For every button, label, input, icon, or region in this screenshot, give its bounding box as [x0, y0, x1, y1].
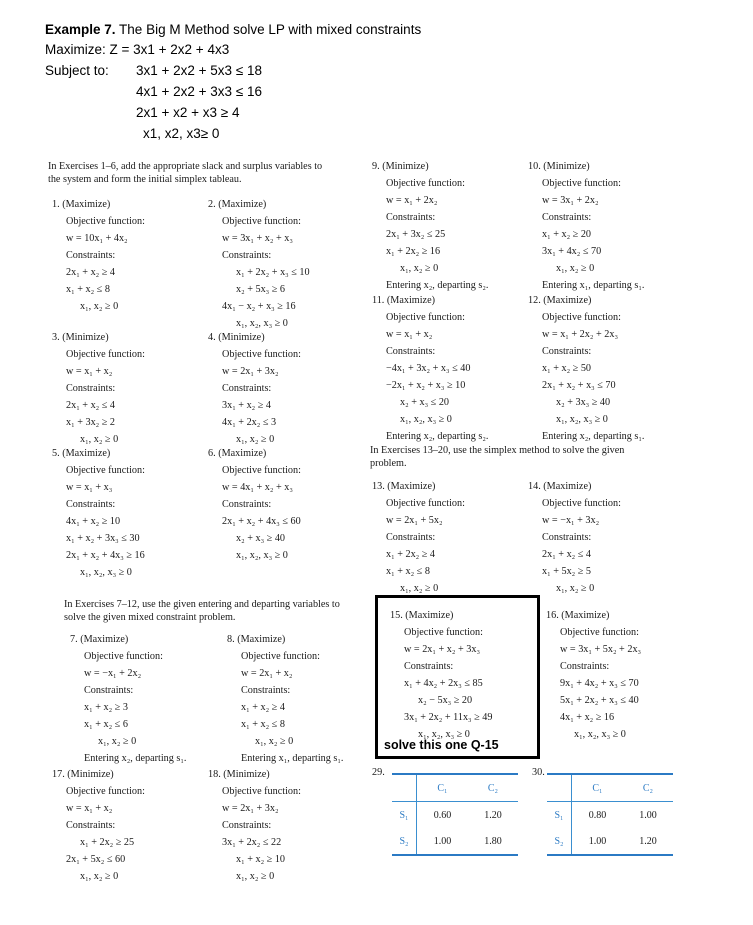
- constraint: x₂ + 5x₃ ≥ 6: [236, 284, 286, 295]
- constraints-label: Constraints:: [66, 820, 116, 831]
- exercise-29-table: [392, 773, 518, 856]
- constraints-label: Constraints:: [66, 499, 116, 510]
- objective-function: w = 2x₁ + 3x₂: [222, 366, 279, 377]
- exercise-10: [528, 158, 644, 294]
- exercise-heading: 6. (Maximize): [208, 448, 267, 459]
- exercise-7: [70, 631, 186, 767]
- objective-function: w = 4x₁ + x₂ + x₃: [222, 482, 293, 493]
- constraints-label: Constraints:: [542, 212, 592, 223]
- exercise-30-number: 30.: [532, 767, 545, 778]
- column-header: C₂: [468, 775, 518, 802]
- objective-function: w = 2x₁ + 3x₂: [222, 803, 279, 814]
- constraints-label: Constraints:: [66, 250, 116, 261]
- exercise-18: [208, 766, 301, 885]
- entering-departing: Entering x₂, departing s₁.: [542, 431, 645, 442]
- constraint: x₁ + 2x₂ ≥ 4: [386, 549, 436, 560]
- exercise-heading: 7. (Maximize): [70, 634, 129, 645]
- constraint: x₁, x₂, x₃ ≥ 0: [236, 550, 288, 561]
- entering-departing: Entering x₂, departing s₂.: [386, 280, 489, 291]
- constraint: x₁, x₂ ≥ 0: [98, 736, 137, 747]
- exercise-16: [546, 607, 641, 743]
- exercise-heading: 15. (Maximize): [390, 610, 454, 621]
- objective-function: w = x₁ + x₂: [66, 366, 113, 377]
- objective-function: w = 3x₁ + x₂ + x₃: [222, 233, 293, 244]
- exercise-heading: 12. (Maximize): [528, 295, 592, 306]
- constraints-label: Constraints:: [66, 383, 116, 394]
- exercise-11: [372, 292, 488, 445]
- entering-departing: Entering x₁, departing s₁.: [241, 753, 344, 764]
- constraint: x₁, x₂ ≥ 0: [80, 871, 119, 882]
- exercise-30-table: [547, 773, 673, 856]
- constraint: 5x₁ + 2x₂ + x₃ ≤ 40: [560, 695, 639, 706]
- example-subject-to: Subject to:: [45, 63, 109, 78]
- objective-function: w = 2x₁ + x₂: [241, 668, 293, 679]
- highlight-note: solve this one Q-15: [384, 738, 499, 752]
- intro-line: In Exercises 1–6, add the appropriate slack and surplus variables to: [48, 161, 323, 172]
- objective-function: w = 10x₁ + 4x₂: [66, 233, 128, 244]
- intro-line: the system and form the initial simplex tableau.: [48, 174, 242, 185]
- example-title: [45, 20, 421, 39]
- table-cell: 1.00: [417, 828, 468, 854]
- example-nonneg: x1, x2, x3≥ 0: [143, 126, 220, 141]
- exercise-heading: 10. (Minimize): [528, 161, 590, 172]
- constraint: x₁, x₂, x₃ ≥ 0: [574, 729, 626, 740]
- exercise-3: [52, 329, 145, 448]
- constraints-label: Constraints:: [386, 532, 436, 543]
- constraint: x₁ + 5x₂ ≥ 5: [542, 566, 592, 577]
- table-cell: 1.00: [572, 828, 623, 854]
- constraint: x₁ + x₂ ≤ 6: [84, 719, 128, 730]
- constraint: x₁ + 4x₂ + 2x₃ ≤ 85: [404, 678, 483, 689]
- intro-exercises-13-20: [370, 444, 624, 470]
- constraint: x₁ + 3x₂ ≥ 2: [66, 417, 116, 428]
- constraint: 4x₁ + x₂ ≥ 16: [560, 712, 615, 723]
- intro-line: In Exercises 7–12, use the given entering and departing variables to: [64, 599, 340, 610]
- objective-label: Objective function:: [66, 786, 145, 797]
- objective-label: Objective function:: [542, 498, 621, 509]
- constraint: −2x₁ + x₂ + x₃ ≥ 10: [386, 380, 466, 391]
- table-cell: 0.60: [417, 802, 468, 829]
- constraint: x₁ + x₂ ≥ 20: [542, 229, 592, 240]
- constraint: x₁, x₂, x₃ ≥ 0: [418, 729, 470, 740]
- objective-function: w = 3x₁ + 5x₂ + 2x₃: [560, 644, 642, 655]
- constraint: 2x₁ + x₂ + x₃ ≤ 70: [542, 380, 616, 391]
- entering-departing: Entering x₂, departing s₁.: [84, 753, 187, 764]
- row-header: S₁: [399, 809, 409, 821]
- objective-label: Objective function:: [386, 498, 465, 509]
- exercise-14: [528, 478, 621, 597]
- constraint: 2x₁ + x₂ + 4x₃ ≥ 16: [66, 550, 145, 561]
- constraint: x₁ + x₂ ≤ 8: [386, 566, 430, 577]
- objective-label: Objective function:: [66, 216, 145, 227]
- exercise-heading: 2. (Maximize): [208, 199, 267, 210]
- exercise-heading: 13. (Maximize): [372, 481, 436, 492]
- constraint: x₁, x₂, x₃ ≥ 0: [236, 318, 288, 329]
- constraint: x₁ + x₂ ≤ 8: [241, 719, 285, 730]
- constraint: x₁, x₂ ≥ 0: [400, 263, 439, 274]
- exercise-heading: 3. (Minimize): [52, 332, 109, 343]
- column-header: C₁: [572, 775, 623, 802]
- example-constraint: 2x1 + x2 + x3 ≥ 4: [136, 105, 240, 120]
- constraint: x₁ + 2x₂ ≥ 25: [80, 837, 135, 848]
- objective-label: Objective function:: [84, 651, 163, 662]
- objective-label: Objective function:: [222, 786, 301, 797]
- column-header: C₂: [623, 775, 673, 802]
- example-constraint: 3x1 + 2x2 + 5x3 ≤ 18: [136, 63, 262, 78]
- exercise-heading: 8. (Maximize): [227, 634, 286, 645]
- constraint: x₁ + x₂ ≥ 50: [542, 363, 592, 374]
- constraints-label: Constraints:: [542, 532, 592, 543]
- exercise-5: [52, 445, 145, 581]
- constraint: 3x₁ + x₂ ≥ 4: [222, 400, 272, 411]
- constraint: x₁, x₂, x₃ ≥ 0: [556, 414, 608, 425]
- objective-label: Objective function:: [222, 216, 301, 227]
- exercise-6: [208, 445, 301, 564]
- exercise-29-number: 29.: [372, 767, 385, 778]
- table-cell: 1.00: [639, 809, 657, 821]
- exercise-heading: 4. (Minimize): [208, 332, 265, 343]
- exercise-heading: 18. (Minimize): [208, 769, 270, 780]
- exercise-15: [390, 607, 492, 743]
- exercise-2: [208, 196, 310, 332]
- entering-departing: Entering x₁, departing s₁.: [542, 280, 645, 291]
- example-title-label: Example 7.: [45, 22, 116, 37]
- table-cell: 1.80: [484, 835, 502, 847]
- objective-function: w = x₁ + x₃: [66, 482, 113, 493]
- exercise-heading: 11. (Maximize): [372, 295, 435, 306]
- constraint: x₁ + x₂ + 3x₃ ≤ 30: [66, 533, 140, 544]
- exercise-heading: 17. (Minimize): [52, 769, 114, 780]
- constraints-label: Constraints:: [386, 212, 436, 223]
- exercise-heading: 14. (Maximize): [528, 481, 592, 492]
- constraints-label: Constraints:: [560, 661, 610, 672]
- constraint: x₂ + x₃ ≥ 40: [236, 533, 286, 544]
- constraint: x₁, x₂, x₃ ≥ 0: [80, 567, 132, 578]
- constraint: 2x₁ + 3x₂ ≤ 25: [386, 229, 446, 240]
- objective-function: w = −x₁ + 2x₂: [84, 668, 142, 679]
- table-cell: 1.20: [639, 835, 657, 847]
- constraint: 2x₁ + x₂ + 4x₃ ≤ 60: [222, 516, 301, 527]
- constraints-label: Constraints:: [222, 820, 272, 831]
- objective-function: w = 3x₁ + 2x₂: [542, 195, 599, 206]
- constraint: 4x₁ − x₂ + x₃ ≥ 16: [222, 301, 296, 312]
- exercise-heading: 1. (Maximize): [52, 199, 111, 210]
- constraint: x₁ + 2x₂ + x₃ ≤ 10: [236, 267, 310, 278]
- objective-label: Objective function:: [66, 465, 145, 476]
- constraint: 4x₁ + 2x₂ ≤ 3: [222, 417, 277, 428]
- table-corner: [392, 775, 417, 802]
- objective-label: Objective function:: [560, 627, 639, 638]
- objective-label: Objective function:: [404, 627, 483, 638]
- objective-label: Objective function:: [241, 651, 320, 662]
- constraint: x₁ + x₂ ≤ 8: [66, 284, 110, 295]
- constraints-label: Constraints:: [84, 685, 134, 696]
- example-title-text: The Big M Method solve LP with mixed constraints: [115, 22, 422, 37]
- entering-departing: Entering x₂, departing s₂.: [386, 431, 489, 442]
- intro-line: solve the given mixed constraint problem.: [64, 612, 236, 623]
- constraint: 2x₁ + 5x₂ ≤ 60: [66, 854, 126, 865]
- constraints-label: Constraints:: [542, 346, 592, 357]
- objective-label: Objective function:: [542, 312, 621, 323]
- intro-line: problem.: [370, 458, 407, 469]
- constraint: x₁, x₂ ≥ 0: [255, 736, 294, 747]
- objective-function: w = x₁ + 2x₂ + 2x₃: [542, 329, 618, 340]
- constraint: x₁, x₂ ≥ 0: [236, 434, 275, 445]
- objective-function: w = x₁ + x₂: [386, 329, 433, 340]
- constraint: 3x₁ + 2x₂ + 11x₃ ≥ 49: [404, 712, 493, 723]
- objective-function: w = x₁ + x₂: [66, 803, 113, 814]
- constraint: x₂ + 3x₃ ≥ 40: [556, 397, 611, 408]
- intro-exercises-7-12: [64, 598, 340, 624]
- constraints-label: Constraints:: [222, 250, 272, 261]
- objective-function: w = 2x₁ + 5x₂: [386, 515, 443, 526]
- exercise-8: [227, 631, 343, 767]
- objective-label: Objective function:: [386, 178, 465, 189]
- constraints-label: Constraints:: [241, 685, 291, 696]
- constraint: 2x₁ + x₂ ≥ 4: [66, 267, 116, 278]
- intro-exercises-1-6: [48, 160, 322, 186]
- constraints-label: Constraints:: [386, 346, 436, 357]
- exercise-13: [372, 478, 465, 597]
- exercise-17: [52, 766, 145, 885]
- constraint: x₁, x₂, x₃ ≥ 0: [400, 414, 452, 425]
- constraint: x₁ + x₂ ≥ 4: [241, 702, 285, 713]
- constraint: x₁, x₂ ≥ 0: [400, 583, 439, 594]
- constraint: 2x₁ + x₂ ≤ 4: [66, 400, 116, 411]
- exercise-1: [52, 196, 145, 315]
- constraint: x₁ + 2x₂ ≥ 16: [386, 246, 441, 257]
- table-cell: 0.80: [572, 802, 623, 829]
- row-header: S₂: [399, 835, 409, 847]
- objective-label: Objective function:: [66, 349, 145, 360]
- exercise-12: [528, 292, 644, 445]
- constraint: 2x₁ + x₂ ≤ 4: [542, 549, 592, 560]
- constraints-label: Constraints:: [222, 383, 272, 394]
- constraint: x₁ + x₂ ≥ 3: [84, 702, 128, 713]
- objective-label: Objective function:: [542, 178, 621, 189]
- constraint: x₁, x₂ ≥ 0: [80, 301, 119, 312]
- constraint: −4x₁ + 3x₂ + x₃ ≤ 40: [386, 363, 471, 374]
- exercise-heading: 9. (Minimize): [372, 161, 429, 172]
- constraints-label: Constraints:: [222, 499, 272, 510]
- exercise-heading: 16. (Maximize): [546, 610, 610, 621]
- constraint: x₁ + x₂ ≥ 10: [236, 854, 286, 865]
- table-cell: 1.20: [484, 809, 502, 821]
- objective-function: w = x₁ + 2x₂: [386, 195, 438, 206]
- constraint: x₂ + x₃ ≤ 20: [400, 397, 450, 408]
- example-constraint: 4x1 + 2x2 + 3x3 ≤ 16: [136, 84, 262, 99]
- objective-function: w = −x₁ + 3x₂: [542, 515, 600, 526]
- column-header: C₁: [417, 775, 468, 802]
- constraints-label: Constraints:: [404, 661, 454, 672]
- objective-label: Objective function:: [386, 312, 465, 323]
- row-header: S₂: [554, 835, 564, 847]
- constraint: 9x₁ + 4x₂ + x₃ ≤ 70: [560, 678, 639, 689]
- table-corner: [547, 775, 572, 802]
- row-header: S₁: [554, 809, 564, 821]
- constraint: x₁, x₂ ≥ 0: [556, 263, 595, 274]
- objective-label: Objective function:: [222, 465, 301, 476]
- constraint: x₂ − 5x₃ ≥ 20: [418, 695, 473, 706]
- exercise-heading: 5. (Maximize): [52, 448, 111, 459]
- constraint: x₁, x₂ ≥ 0: [236, 871, 275, 882]
- constraint: 3x₁ + 2x₂ ≤ 22: [222, 837, 282, 848]
- constraint: x₁, x₂ ≥ 0: [556, 583, 595, 594]
- exercise-9: [372, 158, 488, 294]
- constraint: x₁, x₂ ≥ 0: [80, 434, 119, 445]
- objective-label: Objective function:: [222, 349, 301, 360]
- example-maximize: Maximize: Z = 3x1 + 2x2 + 4x3: [45, 42, 230, 57]
- constraint: 4x₁ + x₂ ≥ 10: [66, 516, 121, 527]
- objective-function: w = 2x₁ + x₂ + 3x₃: [404, 644, 480, 655]
- constraint: 3x₁ + 4x₂ ≤ 70: [542, 246, 602, 257]
- exercise-4: [208, 329, 301, 448]
- intro-line: In Exercises 13–20, use the simplex method to solve the given: [370, 445, 625, 456]
